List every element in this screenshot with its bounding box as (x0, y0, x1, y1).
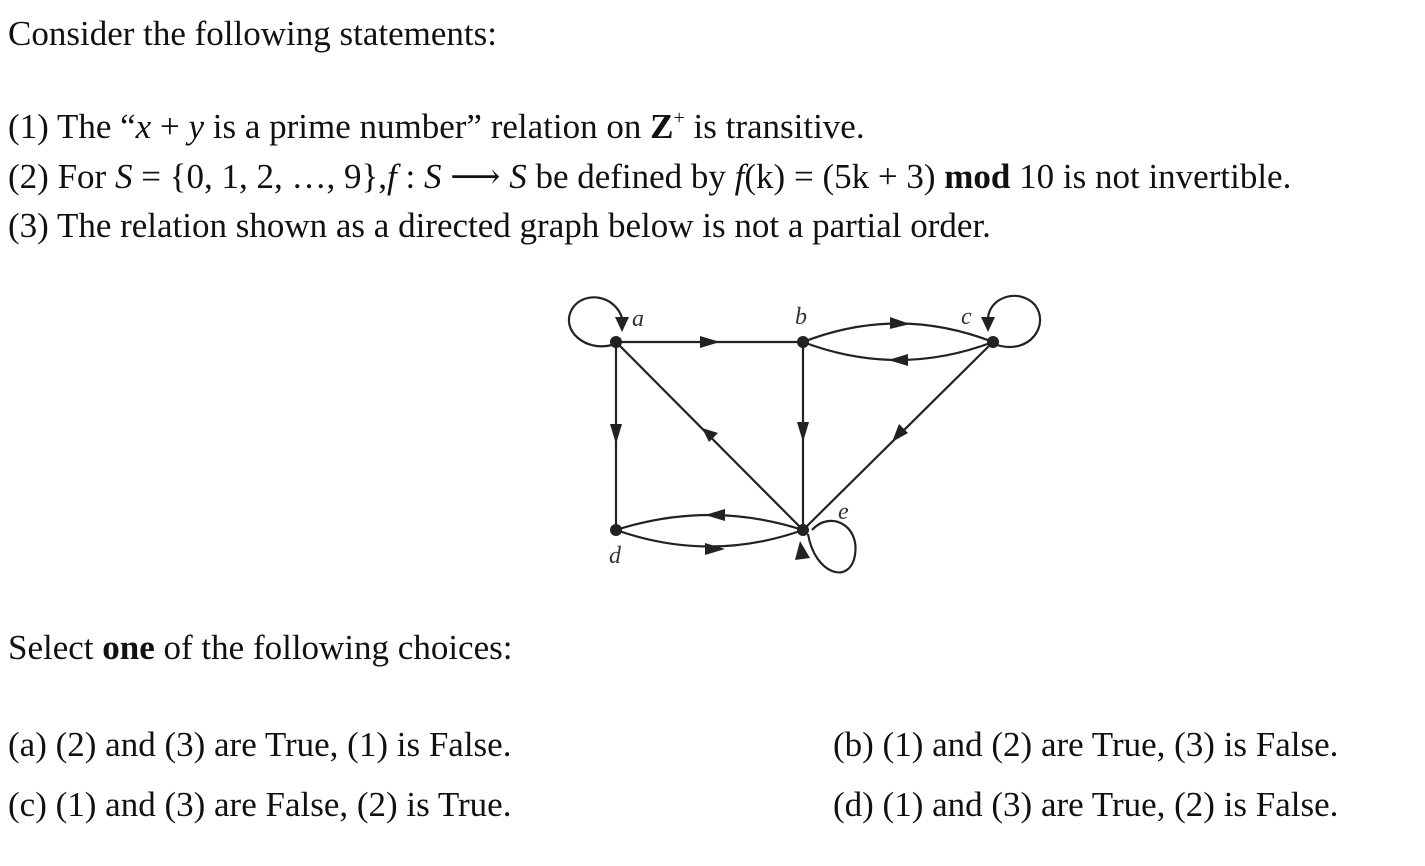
var-s-2: S (424, 157, 442, 196)
select-text-bold: one (102, 628, 155, 667)
arrowhead-a-b (700, 336, 720, 348)
statement-2-set: = {0, 1, 2, …, 9}, (132, 157, 388, 196)
colon: : (396, 157, 424, 196)
arrowhead-loop-c (981, 317, 995, 332)
var-f-2: f (734, 157, 745, 196)
arrowhead-d-e (705, 543, 725, 555)
arrowhead-b-c (890, 317, 910, 329)
select-text-after: of the following choices: (154, 628, 513, 667)
node-label-c: c (961, 304, 972, 330)
arrowhead-loop-a (615, 317, 629, 332)
statement-1-number: (1) (8, 107, 49, 146)
statement-2-text-a: For (57, 157, 115, 196)
statement-1-text-b: is a prime number” relation on (203, 107, 651, 146)
plus-sign: + (151, 107, 189, 146)
node-d (610, 524, 622, 536)
arrowhead-e-a (702, 428, 718, 442)
statement-3-number: (3) (8, 206, 49, 245)
arrowhead-loop-e (795, 541, 810, 560)
var-y: y (188, 107, 204, 146)
choice-d[interactable]: (d) (1) and (3) are True, (2) is False. (833, 785, 1339, 824)
statement-2-number: (2) (8, 157, 49, 196)
choice-a[interactable]: (a) (2) and (3) are True, (1) is False. (8, 725, 512, 764)
arrowhead-a-d (610, 424, 622, 444)
node-c (987, 336, 999, 348)
statement-1-text-a: The “ (56, 107, 136, 146)
arrowhead-c-e (892, 424, 908, 442)
loop-e (808, 521, 856, 572)
statement-2-formula: (k) = (5k + 3) (744, 157, 945, 196)
statement-3 (8, 206, 991, 246)
node-e (797, 524, 809, 536)
arrowhead-c-b (888, 354, 908, 366)
select-instruction (8, 628, 512, 668)
arrowhead-b-e (797, 422, 809, 442)
directed-graph (555, 280, 972, 590)
node-label-e: e (838, 499, 849, 525)
node-label-a: a (632, 306, 644, 332)
var-f: f (387, 157, 397, 196)
mod-operator: mod (944, 157, 1011, 196)
choice-b[interactable]: (b) (1) and (2) are True, (3) is False. (833, 725, 1339, 764)
var-x: x (135, 107, 152, 146)
node-a (610, 336, 622, 348)
var-s-3: S (509, 157, 527, 196)
statement-1 (8, 107, 865, 147)
node-label-b: b (795, 304, 807, 330)
edge-d-e (616, 530, 803, 547)
statement-1-text-c: is transitive. (684, 107, 865, 146)
statement-2-text-d: be defined by (526, 157, 735, 196)
node-b (797, 336, 809, 348)
var-s-1: S (114, 157, 133, 196)
node-label-d: d (609, 543, 621, 569)
set-z-superscript: + (673, 107, 685, 129)
arrowhead-e-d (705, 509, 725, 521)
set-z: Z (650, 107, 674, 146)
edge-e-d (616, 515, 803, 530)
map-arrow: ⟶ (441, 157, 510, 196)
statement-3-text: The relation shown as a directed graph below is not a partial order. (56, 206, 991, 245)
statement-2-text-f: 10 is not invertible. (1010, 157, 1292, 196)
choice-c[interactable]: (c) (1) and (3) are False, (2) is True. (8, 785, 512, 824)
select-text-before: Select (8, 628, 103, 667)
statement-2 (8, 157, 1291, 197)
intro-text: Consider the following statements: (8, 14, 497, 53)
